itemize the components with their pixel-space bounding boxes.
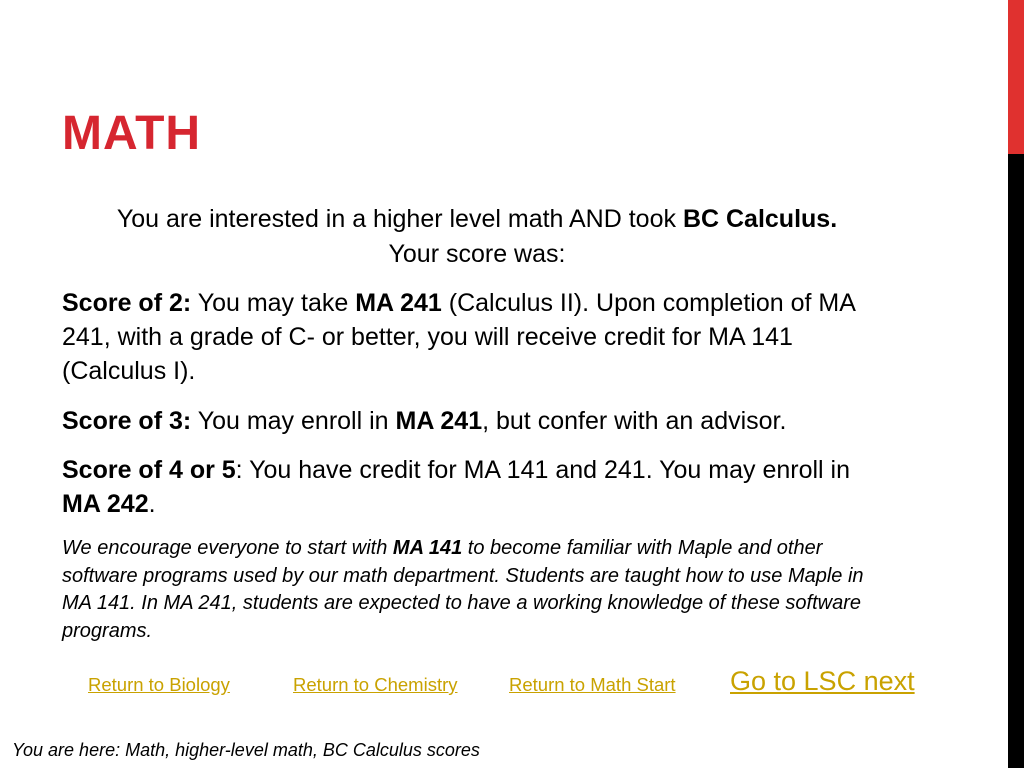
score-3-label: Score of 3: [62,407,192,435]
score-2-text-b: (Calculus II). Upon completion of MA 241, with a grade of C- or better, you will receive credit for MA 141 (Calculus I). [62,289,855,385]
note-text-a: We encourage everyone to start with [62,537,393,559]
score-3-text-b: , but confer with an advisor. [482,407,787,435]
score-2-course: MA 241 [355,289,442,317]
intro-lead: You are interested in a higher level math AND took [116,205,683,233]
score-4-5-paragraph [62,453,892,521]
score-4-5-course: MA 242 [62,490,149,518]
intro-course: BC Calculus. [682,205,838,233]
score-4-5-text-b: . [148,490,156,518]
score-4-5-label: Score of 4 or 5 [62,456,236,484]
score-4-5-text-a: : You have credit for MA 141 and 241. You may enroll in [235,456,850,484]
intro-line2: Your score was: [388,240,566,268]
score-3-paragraph [62,404,892,438]
side-accent-bar-red [1008,0,1024,154]
score-3-course: MA 241 [395,407,483,435]
note-text-b: to become familiar with Maple and other software programs used by our math department. Students are taught how to use Maple in MA 141. In MA 241, students are expected to have a working knowledge of these software programs. [62,537,864,642]
return-to-chemistry-link[interactable]: Return to Chemistry [293,674,458,695]
intro-text [62,202,892,272]
return-to-biology-link[interactable]: Return to Biology [88,674,230,695]
score-2-text-a: You may take [191,289,356,317]
go-to-lsc-next-link[interactable]: Go to LSC next [730,666,915,696]
score-2-paragraph [62,286,892,388]
breadcrumb-footer: You are here: Math, higher-level math, BC Calculus scores [12,740,480,760]
return-to-math-start-link[interactable]: Return to Math Start [509,674,676,695]
side-accent-bar-black [1008,154,1024,768]
note-course: MA 141 [392,537,463,559]
maple-note [62,535,892,645]
score-2-label: Score of 2: [62,289,192,317]
score-3-text-a: You may enroll in [191,407,396,435]
page-title: MATH [62,107,202,160]
